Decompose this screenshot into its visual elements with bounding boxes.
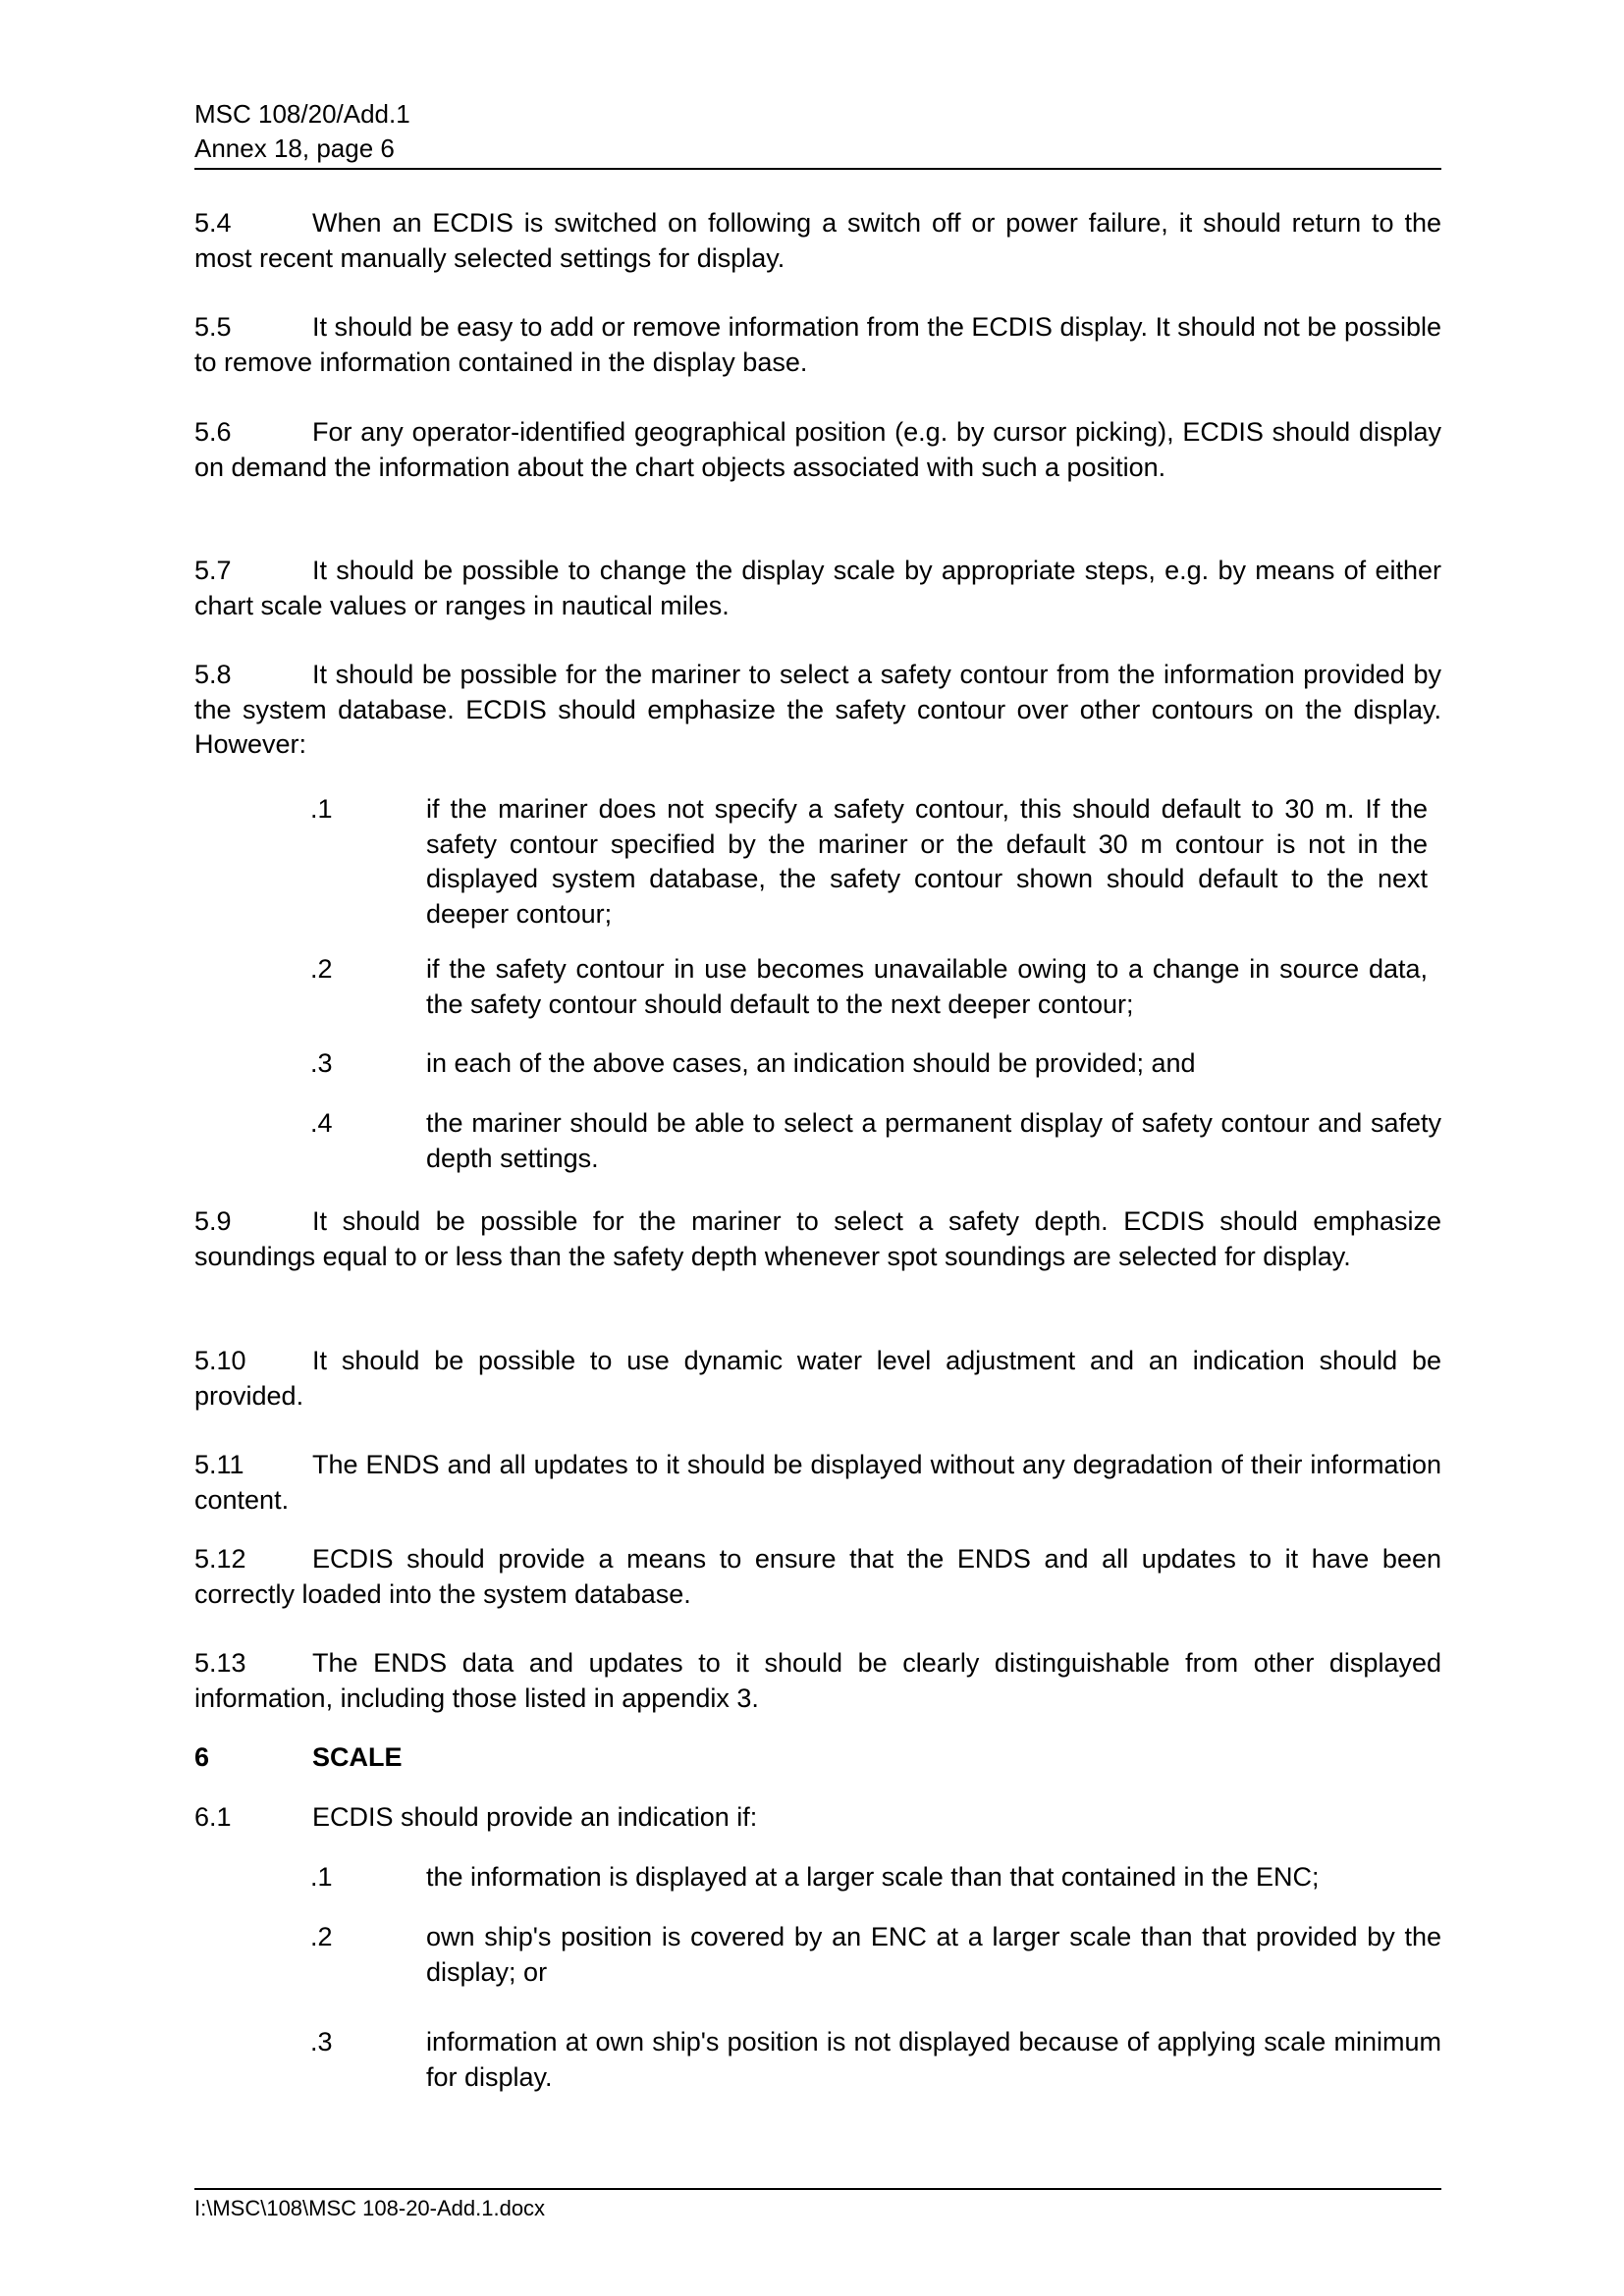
section-heading-6 (194, 1740, 403, 1776)
paragraph-text: The ENDS data and updates to it should be clearly distinguishable from other displayed information, including those listed in appendix 3. (194, 1648, 1441, 1713)
list-item-text: the mariner should be able to select a permanent display of safety contour and safety depth settings. (426, 1108, 1441, 1173)
paragraph-5-13 (194, 1646, 1441, 1716)
paragraph-number: 5.6 (194, 417, 232, 447)
list-item-text: in each of the above cases, an indication should be provided; and (426, 1048, 1196, 1078)
paragraph-number: 5.7 (194, 556, 232, 585)
list-item-text: the information is displayed at a larger scale than that contained in the ENC; (426, 1862, 1320, 1892)
paragraph-number: 5.4 (194, 208, 232, 238)
paragraph-number: 5.13 (194, 1648, 246, 1678)
list-marker: .4 (310, 1108, 333, 1138)
section-number: 6 (194, 1742, 210, 1772)
list-marker: .1 (310, 794, 333, 824)
paragraph-text: It should be possible for the mariner to select a safety depth. ECDIS should emphasize soundings equal to or less than the safety depth whenever spot soundings are selected for display. (194, 1206, 1441, 1271)
list-item-text: information at own ship's position is not displayed because of applying scale minimum for display. (426, 2027, 1441, 2092)
document-reference: MSC 108/20/Add.1 (194, 99, 410, 129)
page-header (194, 97, 1441, 166)
list-item-6-1-1 (310, 1860, 1441, 1896)
list-item-6-1-2 (310, 1920, 1441, 1990)
paragraph-text: When an ECDIS is switched on following a switch off or power failure, it should return to the most recent manually selected settings for display. (194, 208, 1441, 273)
paragraph-text: It should be easy to add or remove information from the ECDIS display. It should not be possible to remove information contained in the display base. (194, 312, 1441, 377)
footer-divider (194, 2188, 1441, 2190)
list-item-5-8-1 (310, 792, 1428, 932)
paragraph-number: 5.8 (194, 660, 232, 689)
paragraph-text: ECDIS should provide an indication if: (312, 1802, 758, 1832)
list-item-6-1-3 (310, 2025, 1441, 2095)
paragraph-number: 5.5 (194, 312, 232, 342)
list-item-5-8-4 (310, 1106, 1441, 1176)
paragraph-number: 5.9 (194, 1206, 232, 1236)
annex-page-label: Annex 18, page 6 (194, 133, 395, 163)
list-marker: .3 (310, 2027, 333, 2056)
list-item-text: if the safety contour in use becomes unavailable owing to a change in source data, the safety contour should default to the next deeper contour; (426, 954, 1428, 1019)
paragraph-number: 5.12 (194, 1544, 246, 1574)
paragraph-5-11 (194, 1448, 1441, 1518)
paragraph-number: 6.1 (194, 1802, 232, 1832)
paragraph-5-7 (194, 554, 1441, 623)
header-divider (194, 168, 1441, 170)
paragraph-5-8 (194, 658, 1441, 763)
paragraph-text: It should be possible for the mariner to select a safety contour from the information provided by the system database. ECDIS should emphasize the safety contour over other contours on the display. However: (194, 660, 1441, 759)
section-title: SCALE (312, 1742, 403, 1772)
paragraph-5-9 (194, 1204, 1441, 1274)
list-item-text: own ship's position is covered by an ENC at a larger scale than that provided by the display; or (426, 1922, 1441, 1987)
paragraph-5-12 (194, 1542, 1441, 1612)
paragraph-6-1 (194, 1800, 1441, 1836)
list-marker: .3 (310, 1048, 333, 1078)
paragraph-5-4 (194, 206, 1441, 276)
paragraph-number: 5.10 (194, 1346, 246, 1375)
list-marker: .2 (310, 1922, 333, 1951)
paragraph-text: It should be possible to use dynamic water level adjustment and an indication should be provided. (194, 1346, 1441, 1411)
list-item-text: if the mariner does not specify a safety contour, this should default to 30 m. If the safety contour specified by the mariner or the default 30 m contour is not in the displayed system database, the safety contour shown should default to the next deeper contour; (426, 794, 1428, 929)
paragraph-number: 5.11 (194, 1450, 244, 1479)
paragraph-text: For any operator-identified geographical position (e.g. by cursor picking), ECDIS should display on demand the information about the chart objects associated with such a position. (194, 417, 1441, 482)
list-marker: .2 (310, 954, 333, 984)
paragraph-5-5 (194, 310, 1441, 380)
list-item-5-8-3 (310, 1046, 1441, 1082)
paragraph-text: The ENDS and all updates to it should be displayed without any degradation of their information content. (194, 1450, 1441, 1515)
paragraph-5-10 (194, 1344, 1441, 1414)
paragraph-5-6 (194, 415, 1441, 485)
footer-file-path: I:\MSC\108\MSC 108-20-Add.1.docx (194, 2196, 546, 2220)
paragraph-text: ECDIS should provide a means to ensure that the ENDS and all updates to it have been correctly loaded into the system database. (194, 1544, 1441, 1609)
list-item-5-8-2 (310, 952, 1428, 1022)
paragraph-text: It should be possible to change the display scale by appropriate steps, e.g. by means of either chart scale values or ranges in nautical miles. (194, 556, 1441, 620)
list-marker: .1 (310, 1862, 333, 1892)
